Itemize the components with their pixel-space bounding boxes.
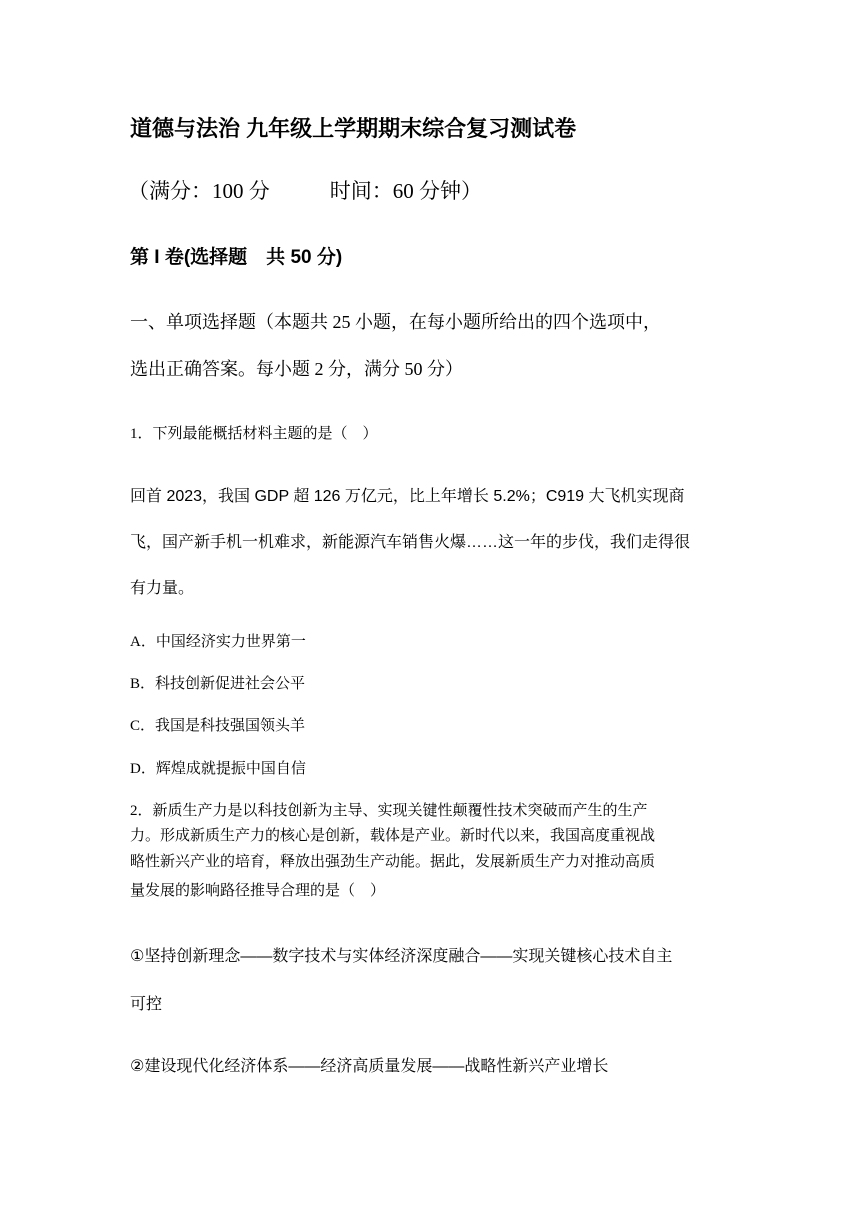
question-1-option-c: C．我国是科技强国领头羊 xyxy=(130,718,306,734)
question-1-material-line: 回首 2023，我国 GDP 超 126 万亿元，比上年增长 5.2%；C919 大飞机实现商 xyxy=(130,488,685,505)
question-2-stem-line: 2．新质生产力是以科技创新为主导、实现关键性颠覆性技术突破而产生的生产 xyxy=(130,803,648,819)
question-1-stem: 1．下列最能概括材料主题的是（ ） xyxy=(130,426,378,442)
question-1-option-d: D．辉煌成就提振中国自信 xyxy=(130,761,306,777)
section-heading: 第 I 卷(选择题 共 50 分) xyxy=(130,247,343,268)
question-1-option-a: A．中国经济实力世界第一 xyxy=(130,634,306,650)
full-score: （满分：100 分 xyxy=(128,179,270,203)
question-2-item-2: ②建设现代化经济体系——经济高质量发展——战略性新兴产业增长 xyxy=(130,1058,609,1075)
question-1-option-b: B．科技创新促进社会公平 xyxy=(130,676,306,692)
question-2-stem-line: 略性新兴产业的培育，释放出强劲生产动能。据此，发展新质生产力对推动高质 xyxy=(130,854,656,870)
exam-subtitle xyxy=(128,181,482,202)
instructions-line-1: 一、单项选择题（本题共 25 小题，在每小题所给出的四个选项中， xyxy=(130,312,661,332)
exam-time: 时间：60 分钟） xyxy=(329,179,482,203)
question-1-material-line: 有力量。 xyxy=(130,580,195,597)
question-2-item-1-continued: 可控 xyxy=(130,996,163,1013)
question-1-material-line: 飞，国产新手机一机难求，新能源汽车销售火爆……这一年的步伐，我们走得很 xyxy=(130,534,691,551)
question-2-stem-line: 量发展的影响路径推导合理的是（ ） xyxy=(130,883,386,899)
question-2-item-1: ①坚持创新理念——数字技术与实体经济深度融合——实现关键核心技术自主 xyxy=(130,948,673,965)
question-2-stem-line: 力。形成新质生产力的核心是创新，载体是产业。新时代以来，我国高度重视战 xyxy=(130,828,656,844)
exam-title: 道德与法治 九年级上学期期末综合复习测试卷 xyxy=(130,116,577,141)
instructions-line-2: 选出正确答案。每小题 2 分，满分 50 分） xyxy=(130,359,463,379)
